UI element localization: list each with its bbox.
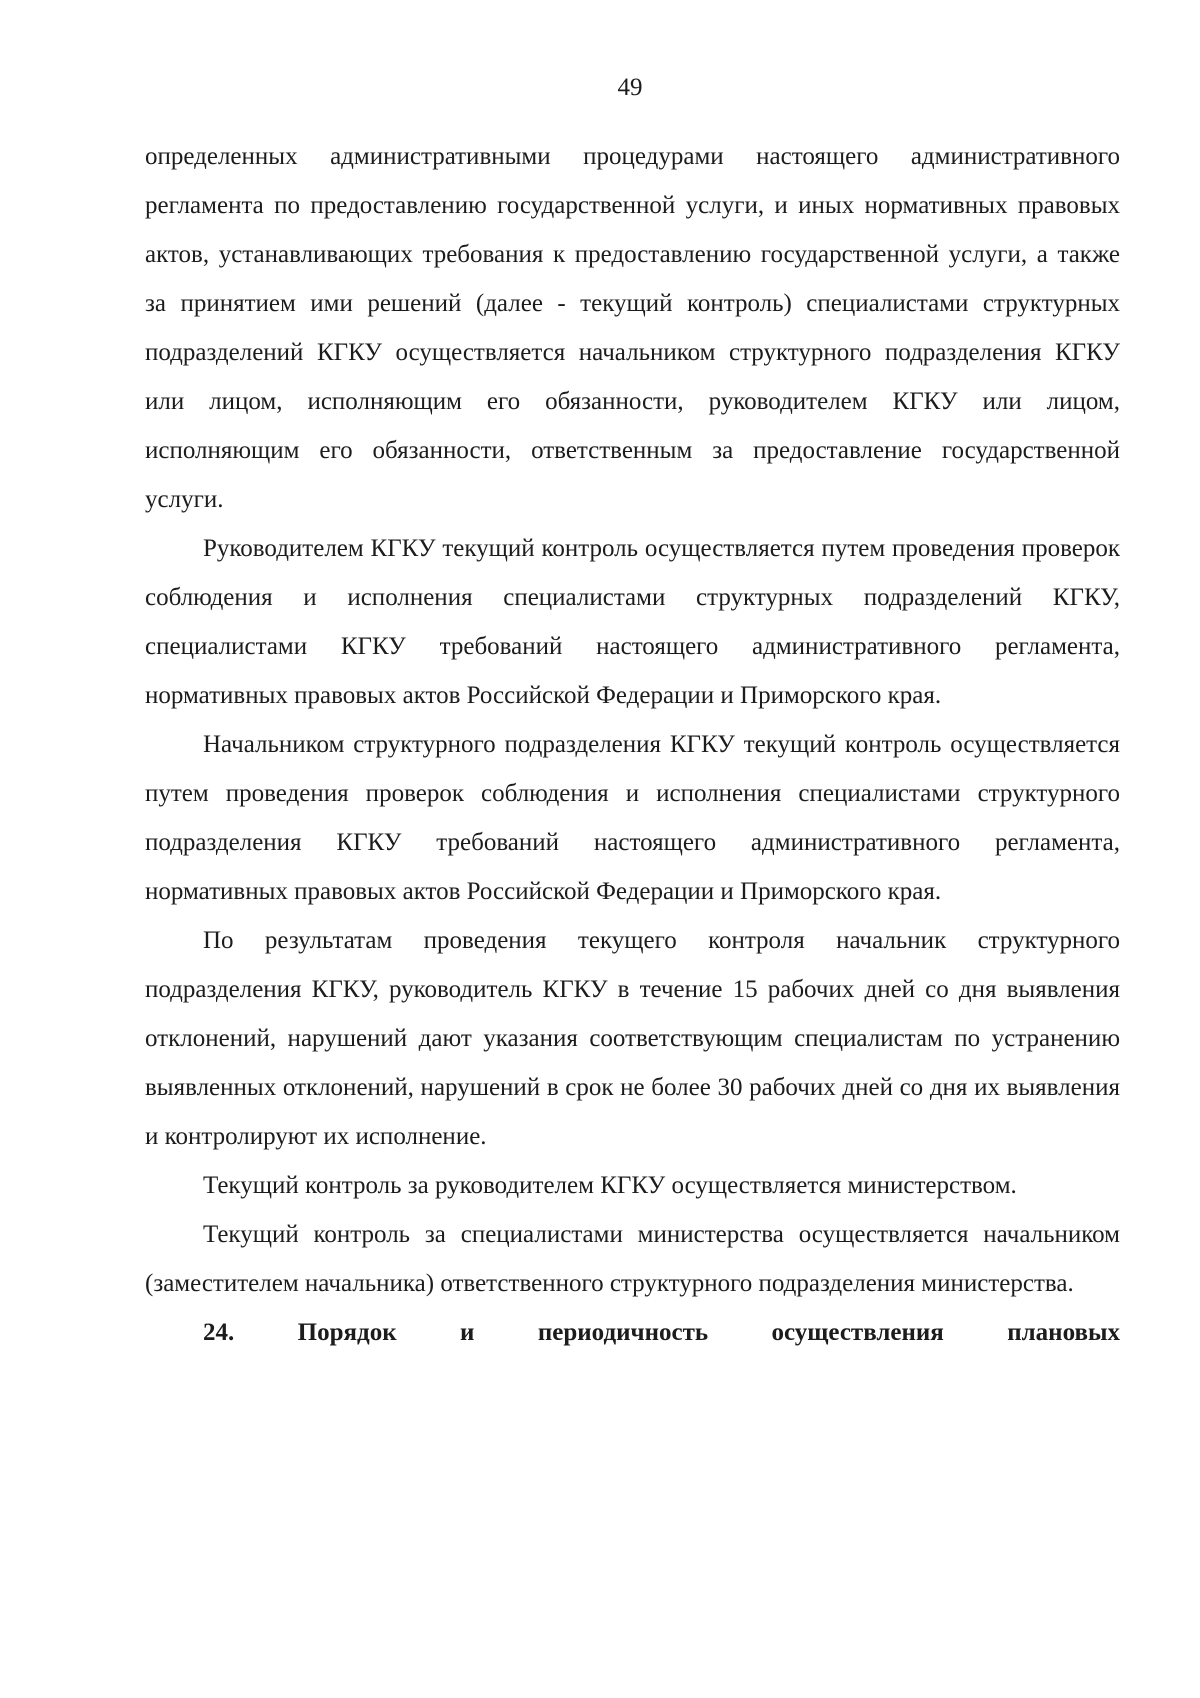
section-heading: 24. Порядок и периодичность осуществления плановых xyxy=(203,1319,1120,1346)
paragraph-control-results: По результатам проведения текущего контроля начальник структурного подразделения КГКУ, руководитель КГКУ в течение 15 рабочих дней со дня выявления отклонений, нарушений дают указания соответствующим специалистам по устранению выявленных отклонений, нарушений в срок не более 30 рабочих дней со дня их выявления и контролируют их исполнение. xyxy=(145,927,1120,1150)
paragraph-director-control: Руководителем КГКУ текущий контроль осуществляется путем проведения проверок соблюдения и исполнения специалистами структурных подразделений КГКУ, специалистами КГКУ требований настоящего административного регламента, нормативных правовых актов Российской Федерации и Приморского края. xyxy=(145,535,1120,709)
paragraph-continuation: определенных административными процедурами настоящего административного регламента по предоставлению государственной услуги, и иных нормативных правовых актов, устанавливающих требования к предоставлению государственной услуги, а также за принятием ими решений (далее - текущий контроль) специалистами структурных подразделений КГКУ осуществляется начальником структурного подразделения КГКУ или лицом, исполняющим его обязанности, руководителем КГКУ или лицом, исполняющим его обязанности, ответственным за предоставление государственной услуги. xyxy=(145,143,1120,513)
paragraph-ministry-specialists-control: Текущий контроль за специалистами министерства осуществляется начальником (заместителем начальника) ответственного структурного подразделения министерства. xyxy=(145,1221,1120,1297)
page-number: 49 xyxy=(617,74,643,101)
paragraph-ministry-control: Текущий контроль за руководителем КГКУ осуществляется министерством. xyxy=(203,1172,1017,1199)
document-body xyxy=(145,132,1120,1357)
paragraph-unit-head-control: Начальником структурного подразделения КГКУ текущий контроль осуществляется путем проведения проверок соблюдения и исполнения специалистами структурного подразделения КГКУ требований настоящего административного регламента, нормативных правовых актов Российской Федерации и Приморского края. xyxy=(145,731,1120,905)
